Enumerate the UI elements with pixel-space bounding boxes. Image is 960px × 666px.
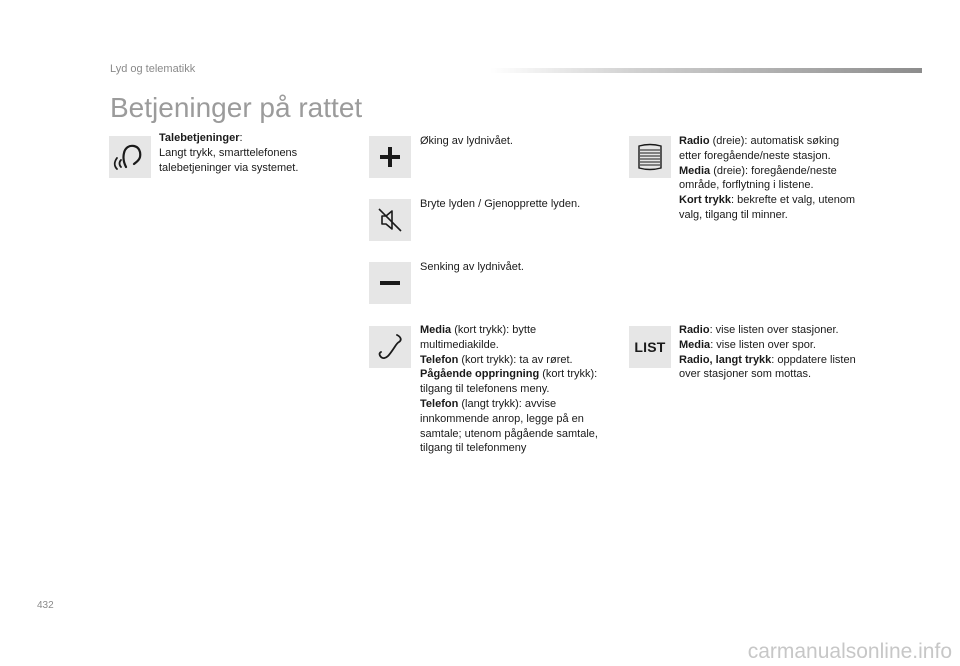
list-icon: LIST: [634, 339, 666, 355]
voice-command-button: [109, 136, 151, 178]
phone-telefon-long-text-d: tilgang til telefonmeny: [420, 442, 527, 455]
list-radio-text: : vise listen over stasjoner.: [709, 324, 839, 336]
thumbwheel-media-text-b: område, forflytning i listene.: [679, 179, 814, 192]
page-title: Betjeninger på rattet: [110, 92, 363, 123]
thumbwheel-radio-label: Radio: [679, 135, 710, 147]
voice-line-2: Langt trykk, smarttelefonens: [159, 146, 298, 159]
page-number: 432: [37, 600, 54, 611]
header-rule: [490, 68, 922, 73]
phone-button: [369, 326, 411, 368]
phone-ongoing-text-b: tilgang til telefonens meny.: [420, 383, 550, 396]
phone-telefon-label: Telefon: [420, 353, 459, 366]
phone-media-label: Media: [420, 324, 452, 336]
plus-icon: [378, 145, 402, 169]
thumbwheel-short-text-b: valg, tilgang til minner.: [679, 208, 788, 221]
volume-down-description: Senking av lydnivået.: [420, 261, 524, 273]
voice-colon: :: [239, 132, 243, 144]
thumbwheel-radio-text-b: etter foregående/neste stasjon.: [679, 149, 831, 162]
mute-description: Bryte lyden / Gjenopprette lyden.: [420, 198, 581, 210]
list-media-label: Media: [679, 338, 711, 351]
phone-media-text-b: multimediakilde.: [420, 338, 499, 351]
thumbwheel-radio-text-a: (dreie): automatisk søking: [709, 135, 840, 147]
voice-command-description: [159, 131, 298, 175]
mute-button: [369, 199, 411, 241]
thumbwheel-button: [629, 136, 671, 178]
minus-icon: [378, 271, 402, 295]
thumbwheel-description: [679, 134, 855, 223]
volume-up-button: [369, 136, 411, 178]
list-long-text-b: over stasjoner som mottas.: [679, 368, 812, 381]
list-radio-label: Radio: [679, 324, 710, 336]
list-long-label: Radio, langt trykk: [679, 353, 772, 366]
mute-icon: [375, 205, 405, 235]
watermark: carmanualsonline.info: [747, 640, 952, 663]
voice-command-icon: [113, 140, 147, 174]
volume-up-description: Øking av lydnivået.: [420, 135, 513, 147]
voice-line-3: talebetjeninger via systemet.: [159, 161, 299, 174]
phone-icon: [375, 332, 405, 362]
phone-telefon-long-label: Telefon: [420, 397, 459, 410]
phone-telefon-long-text-c: samtale; utenom pågående samtale,: [420, 427, 598, 440]
thumbwheel-icon: [635, 142, 665, 172]
phone-telefon-long-text-b: innkommende anrop, legge på en: [420, 412, 584, 425]
thumbwheel-media-text-a: (dreie): foregående/neste: [710, 164, 837, 177]
list-long-text-a: : oppdatere listen: [771, 353, 856, 366]
phone-ongoing-label: Pågående oppringning: [420, 368, 540, 381]
list-button: [629, 326, 671, 368]
thumbwheel-short-text-a: : bekrefte et valg, utenom: [730, 194, 856, 207]
thumbwheel-media-label: Media: [679, 164, 711, 177]
thumbwheel-short-label: Kort trykk: [679, 194, 731, 207]
voice-label: Talebetjeninger: [159, 132, 240, 144]
phone-telefon-long-text-a: (langt trykk): avvise: [458, 397, 557, 410]
list-description: [679, 323, 856, 382]
section-label: Lyd og telematikk: [110, 63, 196, 75]
volume-down-button: [369, 262, 411, 304]
phone-ongoing-text-a: (kort trykk):: [539, 368, 598, 381]
list-media-text: : vise listen over spor.: [710, 338, 816, 351]
phone-media-text-a: (kort trykk): bytte: [451, 324, 537, 336]
phone-description: [420, 323, 598, 456]
phone-telefon-text: (kort trykk): ta av røret.: [458, 353, 573, 366]
